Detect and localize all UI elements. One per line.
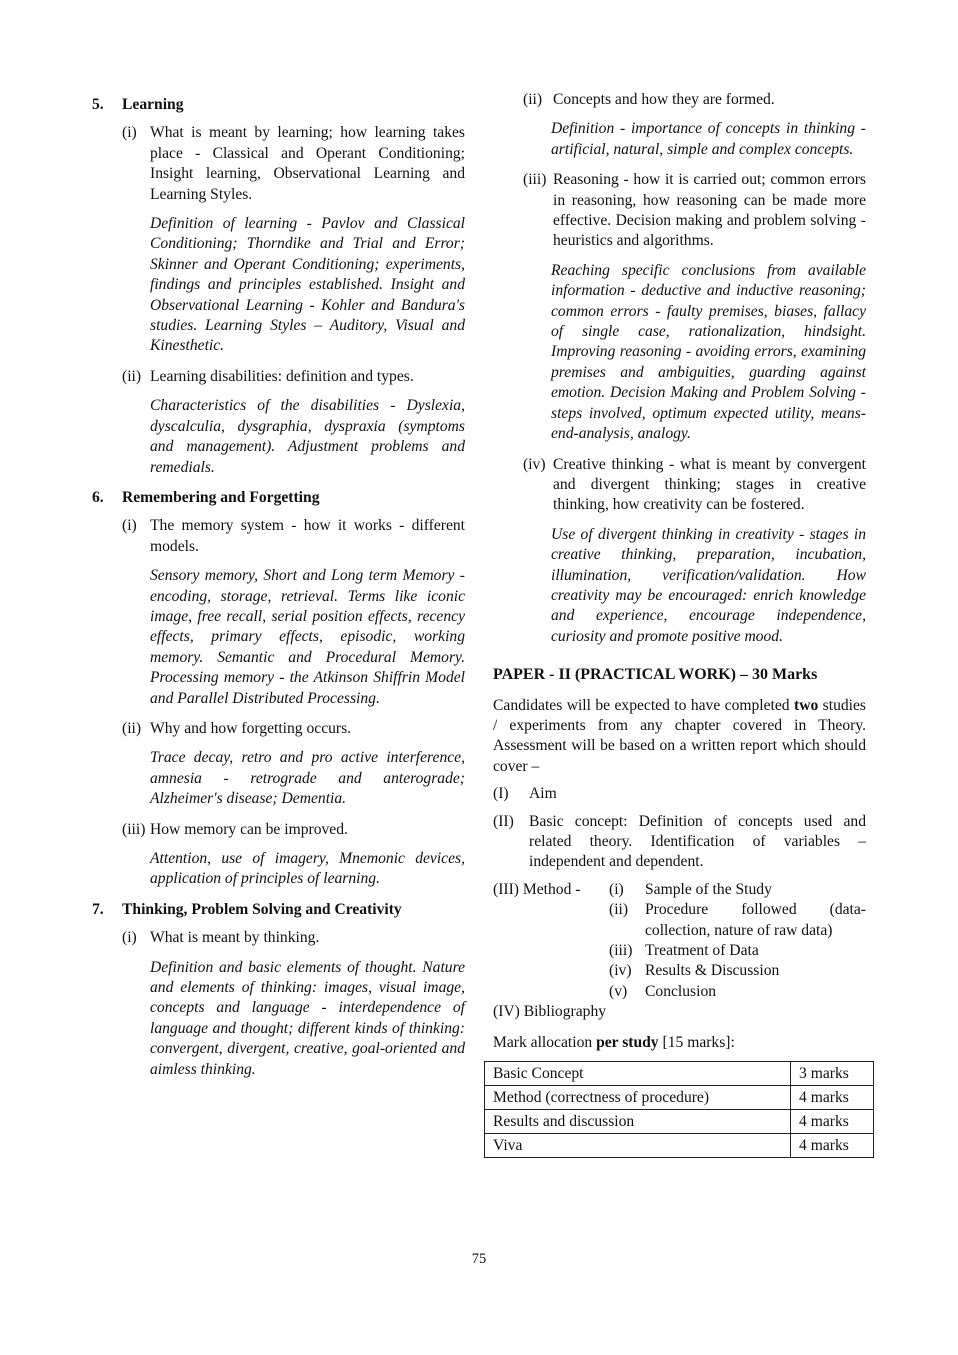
subtopic-description: Characteristics of the disabilities - Dyslexia, dyscalculia, dysgraphia, dyspraxia (symptoms and management). Adjustment problems and remedials. bbox=[150, 397, 465, 476]
report-label: (I) bbox=[493, 785, 509, 803]
subtopic-description: Definition and basic elements of thought. Nature and elements of thinking: images, visual image, concepts and language - interdependence of language and thought; different kinds of thinking: convergent, divergent, creative, goal-oriented and aimless thinking. bbox=[150, 958, 465, 1078]
subtopic-numeral: (ii) bbox=[122, 367, 142, 385]
subtopic-description: Trace decay, retro and pro active interference, amnesia - retrograde and anterograde; Alzheimer's disease; Dementia. bbox=[150, 749, 465, 808]
method-row bbox=[493, 900, 866, 941]
table-row bbox=[485, 1134, 874, 1158]
report-item-basic-concept bbox=[493, 812, 866, 873]
intro-text: studies / experiments from any chapter covered in Theory. Assessment will be based on a written report which should cover – bbox=[493, 696, 867, 775]
report-item-method bbox=[493, 880, 866, 1002]
mark-allocation bbox=[493, 1033, 866, 1053]
page-number: 75 bbox=[471, 1251, 487, 1267]
subtopic bbox=[92, 516, 465, 557]
subtopic-text: How memory can be improved. bbox=[150, 820, 348, 838]
subtopic-description: Attention, use of imagery, Mnemonic devices, application of principles of learning. bbox=[150, 850, 465, 888]
section-number: 5. bbox=[92, 96, 104, 113]
method-row bbox=[493, 982, 866, 1002]
method-row bbox=[493, 941, 866, 961]
subtopic-numeral: (iv) bbox=[523, 455, 546, 473]
report-item-bibliography: (IV) Bibliography bbox=[493, 1003, 607, 1021]
intro-text: Candidates will be expected to have completed bbox=[493, 696, 795, 714]
subtopic bbox=[92, 820, 465, 840]
subtopic-description: Use of divergent thinking in creativity - stages in creative thinking, preparation, incubation, illumination, verification/validation. How creativity may be encouraged: enrich knowledge and experience, encourage independence, curiosity and promote positive mood. bbox=[551, 525, 866, 645]
subtopic-text: Why and how forgetting occurs. bbox=[150, 719, 352, 737]
method-row bbox=[493, 961, 866, 981]
section-number: 7. bbox=[92, 900, 104, 918]
allocation-text: Mark allocation bbox=[493, 1033, 597, 1051]
subtopic bbox=[92, 123, 465, 205]
subtopic-numeral: (i) bbox=[122, 517, 137, 535]
subtopic bbox=[493, 90, 866, 110]
subtopic bbox=[92, 928, 465, 948]
allocation-bold: per study bbox=[596, 1033, 659, 1051]
practical-intro bbox=[493, 696, 866, 778]
table-cell-item: Results and discussion bbox=[485, 1110, 791, 1134]
section-title: Thinking, Problem Solving and Creativity bbox=[122, 900, 402, 918]
subtopic-numeral: (iii) bbox=[523, 171, 547, 189]
report-text: Aim bbox=[529, 785, 557, 803]
subtopic-numeral: (i) bbox=[122, 124, 137, 142]
subtopic bbox=[92, 719, 465, 739]
subtopic bbox=[92, 367, 465, 387]
method-row bbox=[493, 880, 866, 900]
subtopic-numeral: (ii) bbox=[122, 719, 142, 737]
subtopic-text: Creative thinking - what is meant by convergent and divergent thinking; stages in creative thinking, how creativity can be fostered. bbox=[553, 455, 866, 514]
section-6-heading bbox=[92, 488, 465, 508]
subtopic-text: Concepts and how they are formed. bbox=[553, 91, 775, 108]
subtopic-numeral: (i) bbox=[122, 929, 137, 947]
table-row bbox=[485, 1062, 874, 1086]
subtopic-text: What is meant by thinking. bbox=[150, 929, 320, 947]
subtopic-description: Sensory memory, Short and Long term Memory - encoding, storage, retrieval. Terms like iconic image, free recall, serial position effects, recency effects, primary effects, episodic, working memory. Semantic and Procedural Memory. Processing memory - the Atkinson Shiffrin Model and Parallel Distributed Processing. bbox=[150, 567, 465, 707]
section-7-heading bbox=[92, 900, 465, 920]
table-cell-item: Basic Concept bbox=[485, 1062, 791, 1086]
method-numeral: (iv) bbox=[609, 962, 632, 980]
section-title: Remembering and Forgetting bbox=[122, 488, 320, 506]
method-numeral: (iii) bbox=[609, 942, 633, 960]
table-cell-marks: 4 marks bbox=[791, 1086, 874, 1110]
subtopic-text: Learning disabilities: definition and types. bbox=[150, 367, 414, 385]
marks-table bbox=[484, 1061, 874, 1158]
intro-bold: two bbox=[794, 696, 819, 714]
method-numeral: (i) bbox=[609, 880, 624, 898]
subtopic-description: Reaching specific conclusions from available information - deductive and inductive reasoning; common errors - faulty premises, biases, fallacy of single case, rationalization, hindsight. Improving reasoning - avoiding errors, examining premises and ambiguities, guarding against emotion. Decision Making and Problem Solving - steps involved, optimum expected utility, means-end-analysis, analogy. bbox=[551, 261, 866, 443]
table-cell-item: Method (correctness of procedure) bbox=[485, 1086, 791, 1110]
method-text: Conclusion bbox=[645, 982, 717, 1000]
allocation-text: [15 marks]: bbox=[658, 1033, 735, 1051]
table-cell-marks: 4 marks bbox=[791, 1134, 874, 1158]
subtopic-text: What is meant by learning; how learning takes place - Classical and Operant Conditioning; Insight learning, Observational Learning and Learning Styles. bbox=[150, 124, 465, 203]
subtopic-numeral: (ii) bbox=[523, 91, 543, 108]
table-row bbox=[485, 1110, 874, 1134]
subtopic-text: Reasoning - how it is carried out; common errors in reasoning, how reasoning can be made more effective. Decision making and problem solving - heuristics and algorithms. bbox=[553, 171, 866, 250]
right-column bbox=[493, 90, 866, 1158]
report-label: (III) Method - bbox=[493, 880, 581, 898]
subtopic-text: The memory system - how it works - different models. bbox=[150, 517, 465, 555]
paper-heading: PAPER - II (PRACTICAL WORK) – 30 Marks bbox=[493, 666, 818, 684]
report-item-aim bbox=[493, 784, 866, 804]
subtopic-description: Definition of learning - Pavlov and Classical Conditioning; Thorndike and Trial and Error; Skinner and Operant Conditioning; experiments, findings and principles established. Insight and Observational Learning - Kohler and Bandura's studies. Learning Styles – Auditory, Visual and Kinesthetic. bbox=[150, 215, 465, 355]
report-text: Basic concept: Definition of concepts used and related theory. Identification of variables – independent and dependent. bbox=[529, 812, 866, 871]
section-number: 6. bbox=[92, 488, 104, 506]
left-column bbox=[92, 90, 465, 1090]
subtopic bbox=[493, 455, 866, 516]
table-row bbox=[485, 1086, 874, 1110]
method-text: Treatment of Data bbox=[645, 942, 759, 960]
table-cell-marks: 4 marks bbox=[791, 1110, 874, 1134]
section-5-heading bbox=[92, 95, 465, 115]
method-numeral: (ii) bbox=[609, 901, 629, 919]
subtopic-description: Definition - importance of concepts in thinking - artificial, natural, simple and complex concepts. bbox=[551, 120, 866, 158]
method-text: Results & Discussion bbox=[645, 962, 780, 980]
subtopic-numeral: (iii) bbox=[122, 820, 146, 838]
report-label: (II) bbox=[493, 812, 514, 830]
method-text: Procedure followed (data-collection, nature of raw data) bbox=[645, 901, 866, 939]
method-text: Sample of the Study bbox=[645, 880, 772, 898]
subtopic bbox=[493, 170, 866, 252]
table-cell-item: Viva bbox=[485, 1134, 791, 1158]
section-title: Learning bbox=[122, 96, 184, 113]
method-numeral: (v) bbox=[609, 982, 628, 1000]
table-cell-marks: 3 marks bbox=[791, 1062, 874, 1086]
